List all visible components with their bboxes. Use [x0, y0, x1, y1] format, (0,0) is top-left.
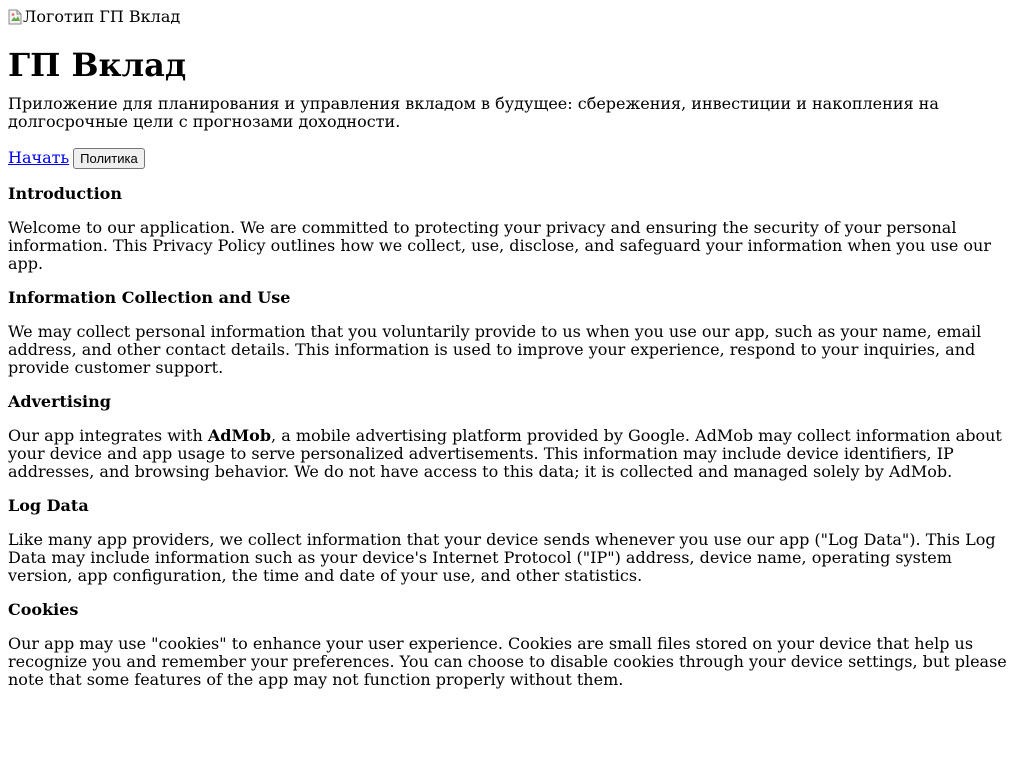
- section-title-introduction: Introduction: [8, 184, 122, 203]
- advertising-text-suffix: , a mobile advertising platform provided by Google. AdMob may collect information about your device and app usage to serve personalized advertisements. This information may include device identifiers, IP addresses, and browsing behavior. We do not have access to this data; it is collected and managed solely by AdMob.: [8, 426, 1002, 481]
- section-body-information-collection: We may collect personal information that you voluntarily provide to us when you use our app, such as your name, email address, and other contact details. This information is used to improve your experience, respond to your inquiries, and provide customer support.: [8, 322, 982, 377]
- section-title-information-collection: Information Collection and Use: [8, 288, 291, 307]
- section-title-advertising: Advertising: [8, 392, 111, 411]
- app-tagline: Приложение для планирования и управления вкладом в будущее: сбережения, инвестиции и накопления на долгосрочные цели с прогнозами доходности.: [8, 94, 939, 131]
- policy-button[interactable]: Политика: [73, 148, 145, 169]
- section-body-log-data: Like many app providers, we collect information that your device sends whenever you use our app ("Log Data"). This Log Data may include information such as your device's Internet Protocol ("IP") address, device name, operating system version, app configuration, the time and date of your use, and other statistics.: [8, 530, 996, 585]
- section-title-log-data: Log Data: [8, 496, 89, 515]
- broken-image-icon: [8, 9, 22, 25]
- logo-alt-text: Логотип ГП Вклад: [23, 7, 181, 26]
- section-body-advertising: [8, 427, 1016, 481]
- logo: [8, 8, 1016, 26]
- section-body-cookies: Our app may use "cookies" to enhance your user experience. Cookies are small files stored on your device that help us recognize you and remember your preferences. You can choose to disable cookies through your device settings, but please note that some features of the app may not function properly without them.: [8, 634, 1007, 689]
- section-body-introduction: Welcome to our application. We are committed to protecting your privacy and ensuring the security of your personal information. This Privacy Policy outlines how we collect, use, disclose, and safeguard your information when you use our app.: [8, 218, 992, 273]
- advertising-text-prefix: Our app integrates with: [8, 426, 208, 445]
- page-title: ГП Вклад: [8, 46, 187, 84]
- admob-name: AdMob: [207, 426, 272, 445]
- section-title-cookies: Cookies: [8, 600, 79, 619]
- actions-row: [8, 147, 1016, 169]
- start-link[interactable]: Начать: [8, 148, 70, 167]
